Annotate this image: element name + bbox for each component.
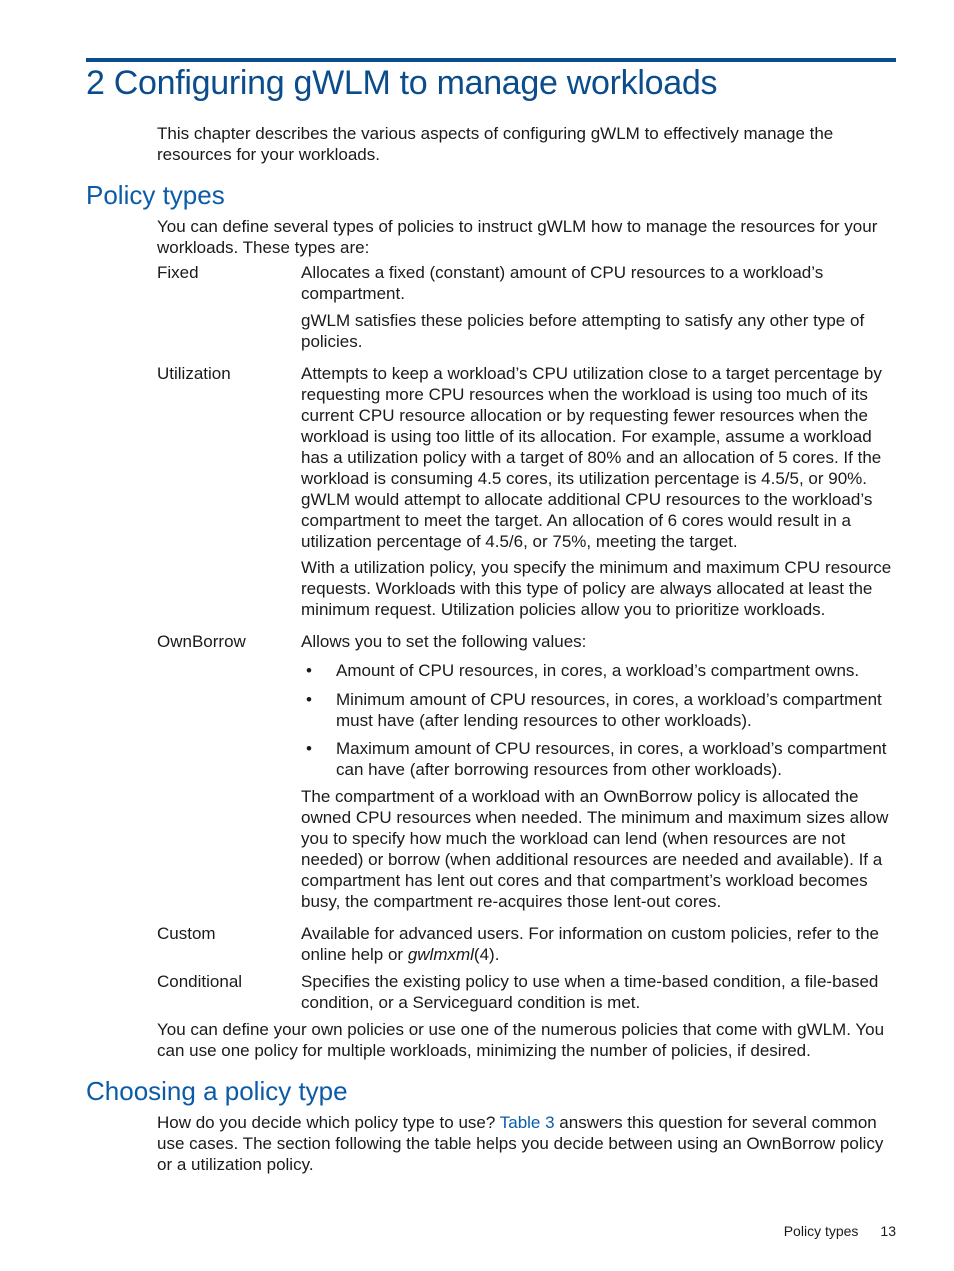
choosing-text-rest: answers this question for several common use cases. The section following the table helps you decide between using an OwnBorrow policy or a utilization policy. bbox=[157, 1113, 884, 1174]
chapter-title: 2 Configuring gWLM to manage workloads bbox=[86, 64, 718, 102]
bullet-text: Minimum amount of CPU resources, in cores, a workload’s compartment must have (after lending resources to other workloads). bbox=[336, 690, 882, 730]
def-custom-suffix: (4). bbox=[473, 945, 500, 964]
def-conditional: Specifies the existing policy to use when a time-based condition, a file-based condition, or a Serviceguard condition is met. bbox=[301, 972, 879, 1012]
choosing-text: How do you decide which policy type to use? bbox=[157, 1113, 500, 1132]
def-fixed-2: gWLM satisfies these policies before attempting to satisfy any other type of policies. bbox=[301, 311, 865, 351]
choosing-paragraph bbox=[157, 1112, 897, 1175]
chapter-rule bbox=[86, 58, 896, 62]
term-ownborrow: OwnBorrow bbox=[157, 632, 246, 651]
bullet-icon: • bbox=[306, 661, 312, 680]
term-utilization: Utilization bbox=[157, 364, 231, 383]
def-ownborrow-1: Allows you to set the following values: bbox=[301, 632, 587, 651]
policy-types-intro: You can define several types of policies to instruct gWLM how to manage the resources for your workloads. These types are: bbox=[157, 217, 878, 257]
list-item bbox=[301, 660, 897, 681]
list-item bbox=[301, 689, 897, 731]
list-item bbox=[301, 738, 897, 780]
bullet-icon: • bbox=[306, 739, 312, 758]
def-utilization-1: Attempts to keep a workload’s CPU utilization close to a target percentage by requesting more CPU resources when the workload is using too much of its current CPU resource allocation or by requesting fewer resources when the workload is using too little of its allocation. For example, assume a workload has a utilization policy with a target of 80% and an allocation of 5 cores. If the workload is consuming 4.5 cores, its utilization percentage is 4.5/5, or 90%. gWLM would attempt to allocate additional CPU resources to the workload’s compartment to meet the target. An allocation of 6 cores would result in a utilization percentage of 4.5/6, or 75%, meeting the target. bbox=[301, 364, 882, 551]
man-page-ref: gwlmxml bbox=[407, 945, 474, 964]
section-heading-choosing: Choosing a policy type bbox=[86, 1076, 348, 1106]
bullet-text: Maximum amount of CPU resources, in cores, a workload’s compartment can have (after borrowing resources from other workloads). bbox=[336, 739, 887, 779]
section-heading-policy-types: Policy types bbox=[86, 180, 225, 210]
def-utilization-2: With a utilization policy, you specify the minimum and maximum CPU resource requests. Workloads with this type of policy are always allocated at least the minimum request. Utilization policies allow you to prioritize workloads. bbox=[301, 558, 892, 619]
def-ownborrow-2: The compartment of a workload with an OwnBorrow policy is allocated the owned CPU resources when needed. The minimum and maximum sizes allow you to specify how much the workload can lend (when resources are not needed) or borrow (when additional resources are needed and available). If a compartment has lent out cores and that compartment’s workload becomes busy, the compartment re-acquires those lent-out cores. bbox=[301, 787, 889, 911]
bullet-icon: • bbox=[306, 690, 312, 709]
term-conditional: Conditional bbox=[157, 972, 243, 991]
table-3-link[interactable]: Table 3 bbox=[499, 1113, 555, 1132]
def-fixed-1: Allocates a fixed (constant) amount of CPU resources to a workload’s compartment. bbox=[301, 263, 824, 303]
bullet-text: Amount of CPU resources, in cores, a workload’s compartment owns. bbox=[336, 661, 860, 680]
def-custom-text: Available for advanced users. For information on custom policies, refer to the online help or bbox=[301, 924, 879, 964]
page-number: 13 bbox=[880, 1223, 896, 1239]
chapter-intro: This chapter describes the various aspects of configuring gWLM to effectively manage the resources for your workloads. bbox=[157, 124, 834, 164]
footer-section: Policy types bbox=[783, 1223, 859, 1239]
page-footer bbox=[784, 1223, 896, 1239]
policy-types-closing: You can define your own policies or use one of the numerous policies that come with gWLM. You can use one policy for multiple workloads, minimizing the number of policies, if desired. bbox=[157, 1020, 885, 1060]
term-custom: Custom bbox=[157, 924, 216, 943]
term-fixed: Fixed bbox=[157, 263, 199, 282]
def-custom bbox=[301, 923, 897, 965]
